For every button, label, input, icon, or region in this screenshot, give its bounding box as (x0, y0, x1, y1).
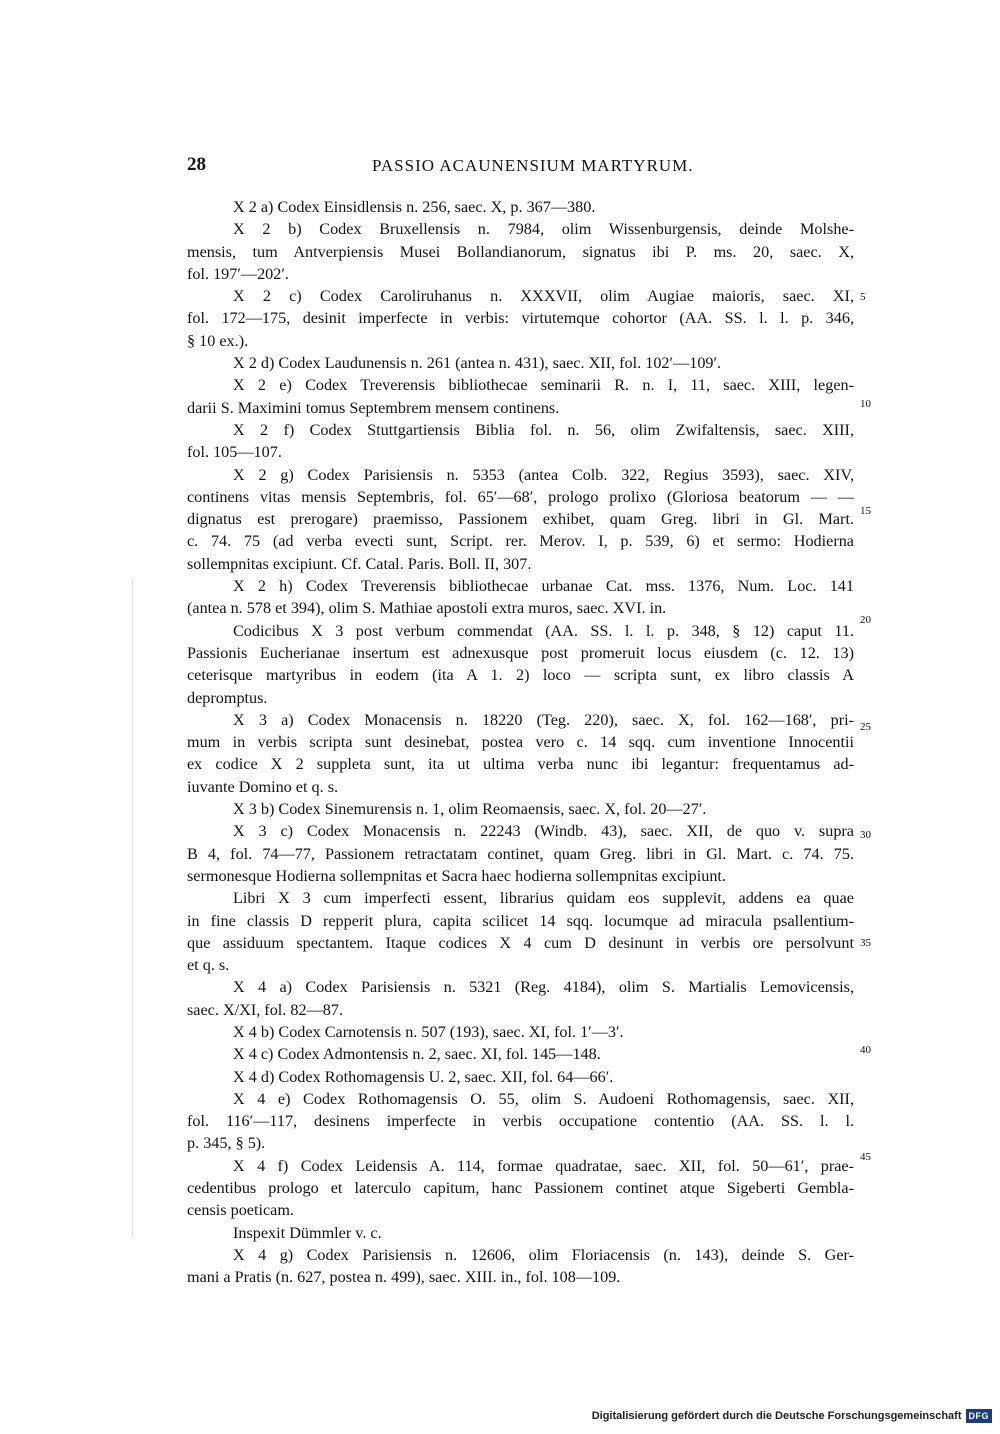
line-number: 35 (860, 937, 871, 949)
text-line: X 2 a) Codex Einsidlensis n. 256, saec. X, p. 367—380. (233, 198, 596, 216)
text-line: censis poeticam. (187, 1201, 294, 1220)
text-line: fol. 105—107. (187, 443, 282, 462)
text-line: darii S. Maximini tomus Septembrem mensem continens. (187, 398, 560, 417)
text-line: Libri X 3 cum imperfecti essent, librarius quidam eos supplevit, addens ea quae (233, 889, 854, 908)
text-line: fol. 172—175, desinit imperfecte in verbis: virtutemque cohortor (AA. SS. l. l. p. 346, (187, 309, 854, 328)
text-line: Codicibus X 3 post verbum commendat (AA. SS. l. l. p. 348, § 12) caput 11. (233, 621, 854, 640)
text-line: saec. X/XI, fol. 82—87. (187, 1000, 343, 1019)
text-line: X 4 a) Codex Parisiensis n. 5321 (Reg. 4184), olim S. Martialis Lemovicensis, (233, 978, 854, 997)
line-number: 45 (860, 1151, 871, 1163)
text-line: X 2 b) Codex Bruxellensis n. 7984, olim Wissenburgensis, deinde Molshe- (233, 220, 854, 239)
text-line: X 2 d) Codex Laudunensis n. 261 (antea n. 431), saec. XII, fol. 102′—109′. (233, 354, 722, 373)
text-line: mensis, tum Antverpiensis Musei Bollandianorum, signatus ibi P. ms. 20, saec. X, (187, 242, 854, 261)
credit-text: Digitalisierung gefördert durch die Deutsche Forschungsgemeinschaft (591, 1410, 962, 1422)
line-number: 30 (860, 829, 871, 841)
text-line: X 4 c) Codex Admontensis n. 2, saec. XI, fol. 145—148. (233, 1045, 601, 1064)
text-line: X 3 a) Codex Monacensis n. 18220 (Teg. 220), saec. X, fol. 162—168′, pri- (233, 710, 854, 729)
text-line: X 2 c) Codex Caroliruhanus n. XXXVII, olim Augiae maioris, saec. XI, (233, 287, 854, 306)
text-line: sermonesque Hodierna sollempnitas et Sacra haec hodierna sollempnitas excipiunt. (187, 866, 726, 885)
scan-margin-line (132, 578, 133, 1238)
text-line: continens vitas mensis Septembris, fol. 65′—68′, prologo prolixo (Gloriosa beatorum — — (187, 487, 854, 506)
text-line: iuvante Domino et q. s. (187, 777, 339, 796)
line-number: 40 (860, 1044, 871, 1056)
text-line: ex codice X 2 suppleta sunt, ita ut ultima verba nunc ibi legantur: frequentamus ad- (187, 755, 854, 774)
text-line: X 3 b) Codex Sinemurensis n. 1, olim Reomaensis, saec. X, fol. 20—27′. (233, 800, 707, 819)
line-number: 5 (860, 291, 866, 303)
text-line: depromptus. (187, 688, 268, 707)
text-line: et q. s. (187, 956, 230, 975)
text-line: X 4 g) Codex Parisiensis n. 12606, olim Floriacensis (n. 143), deinde S. Ger- (233, 1245, 854, 1264)
page-number: 28 (187, 154, 206, 175)
text-line: X 4 b) Codex Carnotensis n. 507 (193), saec. XI, fol. 1′—3′. (233, 1022, 624, 1041)
text-line: B 4, fol. 74—77, Passionem retractatam continet, quam Greg. libri in Gl. Mart. c. 74. 75. (187, 844, 854, 863)
text-line: X 4 d) Codex Rothomagensis U. 2, saec. XII, fol. 64—66′. (233, 1067, 614, 1086)
line-number: 15 (860, 505, 871, 517)
digitization-credit (592, 1409, 992, 1423)
line-number: 20 (860, 614, 871, 626)
line-number: 25 (860, 721, 871, 733)
text-line: mani a Pratis (n. 627, postea n. 499), saec. XIII. in., fol. 108—109. (187, 1268, 621, 1287)
line-number: 10 (860, 398, 871, 410)
text-line: (antea n. 578 et 394), olim S. Mathiae apostoli extra muros, saec. XVI. in. (187, 599, 667, 618)
text-line: c. 74. 75 (ad verba evecti sunt, Script. rer. Merov. I, p. 539, 6) et sermo: Hodierna (187, 532, 854, 551)
text-line: Passionis Eucherianae insertum est adnexusque post promeruit locus eiusdem (c. 12. 13) (187, 643, 854, 662)
text-line: fol. 116′—117, desinens imperfecte in verbis occupatione contentio (AA. SS. l. l. (187, 1112, 854, 1131)
text-line: fol. 197′—202′. (187, 264, 289, 283)
text-line: ceterisque martyribus in eodem (ita A 1. 2) loco — scripta sunt, ex libro classis A (187, 666, 854, 685)
text-line: sollempnitas excipiunt. Cf. Catal. Paris. Boll. II, 307. (187, 554, 532, 573)
text-line: cedentibus prologo et laterculo capitum, hanc Passionem continet atque Sigeberti Gembla- (187, 1179, 854, 1198)
text-line: X 4 f) Codex Leidensis A. 114, formae quadratae, saec. XII, fol. 50—61′, prae- (233, 1156, 854, 1175)
text-line: dignatus est prerogare) praemisso, Passionem exhibet, quam Greg. libri in Gl. Mart. (187, 510, 854, 529)
body-text (187, 196, 854, 1289)
text-line: que assiduum spectantem. Itaque codices X 4 cum D desinunt in verbis ore persolvunt (187, 933, 854, 952)
text-line: X 2 h) Codex Treverensis bibliothecae urbanae Cat. mss. 1376, Num. Loc. 141 (233, 577, 854, 596)
text-line: X 2 g) Codex Parisiensis n. 5353 (antea Colb. 322, Regius 3593), saec. XIV, (233, 465, 854, 484)
text-line: X 4 e) Codex Rothomagensis O. 55, olim S. Audoeni Rothomagensis, saec. XII, (233, 1089, 854, 1108)
text-line: p. 345, § 5). (187, 1134, 266, 1153)
text-line: mum in verbis scripta sunt desinebat, postea vero c. 14 sqq. cum inventione Innocentii (187, 733, 854, 752)
running-title: PASSIO ACAUNENSIUM MARTYRUM. (372, 156, 694, 175)
text-line: Inspexit Dümmler v. c. (233, 1223, 382, 1242)
text-line: X 2 f) Codex Stuttgartiensis Biblia fol. n. 56, olim Zwifaltensis, saec. XIII, (233, 420, 854, 439)
text-line: in fine classis D repperit plura, capita scilicet 14 sqq. locumque ad miracula psallentium- (187, 911, 854, 930)
text-line: § 10 ex.). (187, 331, 249, 350)
text-line: X 2 e) Codex Treverensis bibliothecae seminarii R. n. I, 11, saec. XIII, legen- (233, 376, 854, 395)
text-line: X 3 c) Codex Monacensis n. 22243 (Windb. 43), saec. XII, de quo v. supra (233, 822, 854, 841)
dfg-logo: DFG (966, 1409, 993, 1423)
